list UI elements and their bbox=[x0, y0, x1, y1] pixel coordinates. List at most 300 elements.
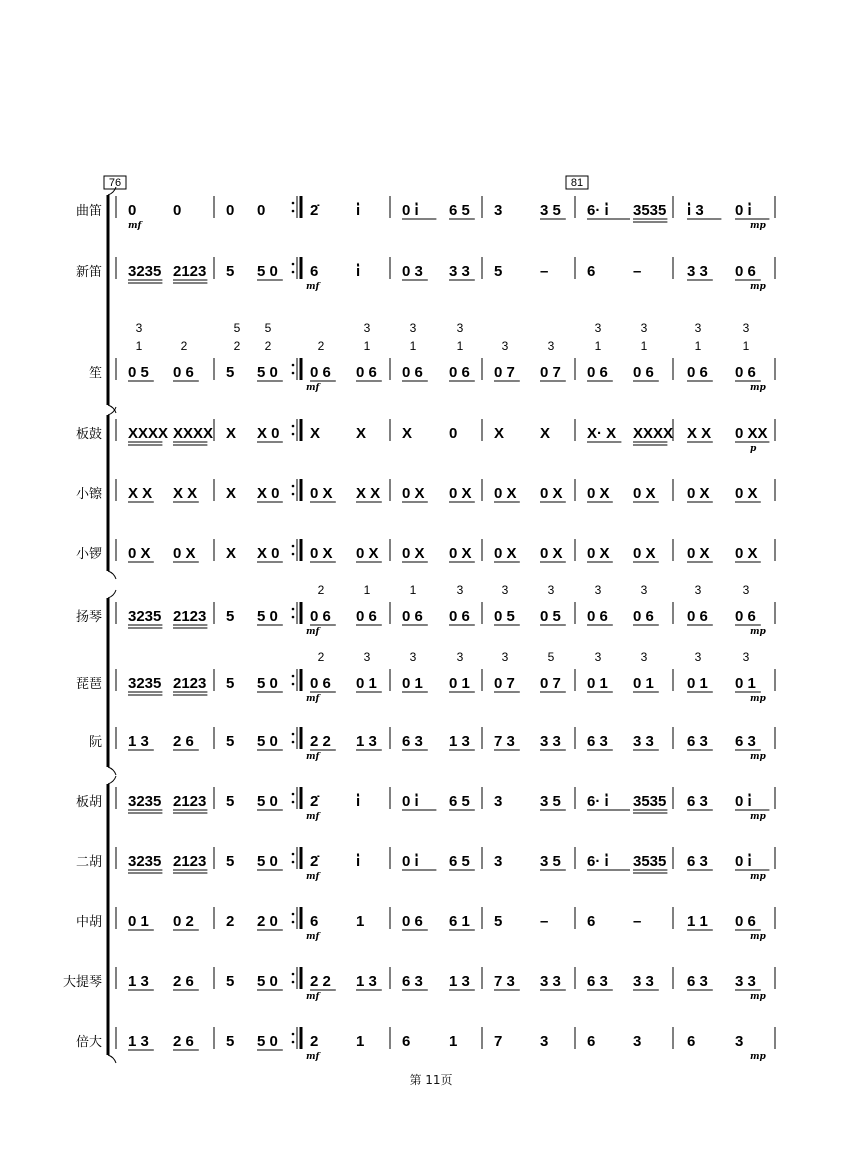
instrument-label: 琵琶 bbox=[75, 677, 102, 692]
jianpu-note: X 0 bbox=[257, 425, 280, 442]
jianpu-note: 2 2 bbox=[310, 733, 331, 750]
jianpu-note: 2123 bbox=[173, 608, 207, 625]
jianpu-note: 0 6 bbox=[735, 608, 756, 625]
jianpu-note: 3 3 bbox=[449, 263, 470, 280]
chord-note: 3 bbox=[694, 650, 702, 664]
jianpu-note: 0 6 bbox=[735, 913, 756, 930]
jianpu-note: X X bbox=[687, 425, 712, 442]
jianpu-note: 0 6 bbox=[402, 913, 423, 930]
jianpu-note: 0 X bbox=[449, 485, 472, 502]
repeat-dot bbox=[292, 372, 295, 375]
jianpu-note: 3 5 bbox=[540, 202, 561, 219]
chord-note: 3 bbox=[742, 650, 750, 664]
jianpu-note: 1 bbox=[356, 913, 365, 930]
rehearsal-mark: 81 bbox=[570, 177, 584, 189]
jianpu-note: 2 6 bbox=[173, 973, 194, 990]
jianpu-note: 0 1 bbox=[633, 675, 654, 692]
jianpu-note: 0 XX bbox=[735, 425, 768, 442]
jianpu-note: 3 3 bbox=[540, 733, 561, 750]
dynamic-mark: mf bbox=[128, 221, 142, 231]
jianpu-note: 1 bbox=[449, 1033, 458, 1050]
jianpu-note: 3 bbox=[540, 1033, 549, 1050]
instrument-label: 大提琴 bbox=[62, 975, 102, 990]
jianpu-note: 0 bbox=[226, 202, 235, 219]
dynamic-mark: mf bbox=[306, 872, 320, 882]
chord-note: 5 bbox=[264, 321, 272, 335]
jianpu-note: 0 1 bbox=[402, 675, 423, 692]
jianpu-note: 2 2 bbox=[310, 973, 331, 990]
jianpu-note: 0 X bbox=[540, 485, 563, 502]
jianpu-note: 0 1 bbox=[356, 675, 377, 692]
repeat-dot bbox=[292, 1033, 295, 1036]
jianpu-note: 0 X bbox=[494, 485, 517, 502]
jianpu-note: 2 6 bbox=[173, 733, 194, 750]
chord-note: 3 bbox=[640, 321, 648, 335]
jianpu-note: 0 6 bbox=[687, 608, 708, 625]
dynamic-mark: mp bbox=[750, 812, 766, 822]
chord-note: 1 bbox=[363, 339, 371, 353]
dynamic-mark: mp bbox=[750, 383, 766, 393]
jianpu-note: 2 bbox=[310, 1033, 319, 1050]
dynamic-mark: mp bbox=[750, 752, 766, 762]
jianpu-note: 5 0 bbox=[257, 263, 278, 280]
jianpu-note: 0 X bbox=[402, 545, 425, 562]
jianpu-note: XXXX bbox=[633, 425, 674, 442]
jianpu-note: 2123 bbox=[173, 675, 207, 692]
jianpu-note: i̇ bbox=[356, 793, 361, 810]
jianpu-note: 0 X bbox=[310, 485, 333, 502]
jianpu-note: 3 bbox=[735, 1033, 744, 1050]
jianpu-note: 3 bbox=[494, 793, 503, 810]
jianpu-note: 6 3 bbox=[687, 793, 708, 810]
chord-note: 1 bbox=[409, 339, 417, 353]
chord-note: 1 bbox=[363, 583, 371, 597]
chord-note: 3 bbox=[594, 650, 602, 664]
jianpu-note: 0 X bbox=[310, 545, 333, 562]
jianpu-note: 5 0 bbox=[257, 675, 278, 692]
jianpu-note: i̇ bbox=[356, 853, 361, 870]
repeat-dot bbox=[292, 801, 295, 804]
jianpu-note: 3235 bbox=[128, 263, 162, 280]
jianpu-note: X bbox=[310, 425, 321, 442]
instrument-label: 阮 bbox=[88, 735, 102, 750]
jianpu-note: 0 X bbox=[494, 545, 517, 562]
instrument-label: 二胡 bbox=[75, 855, 102, 870]
jianpu-note: X X bbox=[128, 485, 153, 502]
jianpu-note: 0 X bbox=[173, 545, 196, 562]
jianpu-note: 2̇ bbox=[310, 793, 319, 810]
dynamic-mark: mp bbox=[750, 282, 766, 292]
bracket-hook bbox=[108, 767, 116, 775]
chord-note: 2 bbox=[180, 339, 188, 353]
jianpu-note: 6 5 bbox=[449, 793, 470, 810]
jianpu-note: X 0 bbox=[257, 485, 280, 502]
jianpu-note: 5 0 bbox=[257, 608, 278, 625]
dynamic-mark: mf bbox=[306, 383, 320, 393]
jianpu-note: 0 X bbox=[128, 545, 151, 562]
jianpu-note: 3235 bbox=[128, 675, 162, 692]
jianpu-note: 0 3 bbox=[402, 263, 423, 280]
repeat-dot bbox=[292, 553, 295, 556]
jianpu-note: 3535 bbox=[633, 202, 667, 219]
dynamic-mark: mf bbox=[306, 992, 320, 1002]
jianpu-note: 6 5 bbox=[449, 202, 470, 219]
jianpu-note: 7 bbox=[494, 1033, 503, 1050]
repeat-dot bbox=[292, 271, 295, 274]
chord-note: 3 bbox=[501, 650, 509, 664]
jianpu-note: 0 X bbox=[633, 485, 656, 502]
jianpu-note: 0 i̇ bbox=[735, 853, 752, 870]
jianpu-note: 5 bbox=[226, 733, 235, 750]
repeat-dot bbox=[292, 793, 295, 796]
jianpu-note: 6 3 bbox=[735, 733, 756, 750]
jianpu-note: 5 0 bbox=[257, 733, 278, 750]
jianpu-note: 3 5 bbox=[540, 853, 561, 870]
jianpu-note: X bbox=[226, 485, 237, 502]
chord-note: 2 bbox=[264, 339, 272, 353]
dynamic-mark: mp bbox=[750, 872, 766, 882]
jianpu-note: 1 3 bbox=[356, 733, 377, 750]
jianpu-note: 0 7 bbox=[494, 364, 515, 381]
dynamic-mark: mp bbox=[750, 627, 766, 637]
jianpu-note: 6 bbox=[310, 913, 319, 930]
jianpu-note: 0 5 bbox=[494, 608, 515, 625]
chord-note: 5 bbox=[233, 321, 241, 335]
chord-note: 3 bbox=[640, 650, 648, 664]
chord-note: 2 bbox=[317, 339, 325, 353]
jianpu-note: 0 X bbox=[449, 545, 472, 562]
jianpu-note: 6 1 bbox=[449, 913, 470, 930]
chord-note: 1 bbox=[456, 339, 464, 353]
chord-note: 3 bbox=[456, 583, 464, 597]
jianpu-note: 1 bbox=[356, 1033, 365, 1050]
jianpu-note: 3 3 bbox=[735, 973, 756, 990]
jianpu-note: 0 i̇ bbox=[402, 793, 419, 810]
repeat-dot bbox=[292, 861, 295, 864]
jianpu-note: 3 3 bbox=[633, 733, 654, 750]
chord-note: 3 bbox=[547, 583, 555, 597]
chord-note: 1 bbox=[694, 339, 702, 353]
chord-note: 3 bbox=[409, 650, 417, 664]
chord-note: 3 bbox=[363, 321, 371, 335]
jianpu-note: X X bbox=[173, 485, 198, 502]
bracket-hook bbox=[108, 1055, 116, 1063]
jianpu-note: 0 i̇ bbox=[402, 853, 419, 870]
jianpu-note: 2123 bbox=[173, 793, 207, 810]
jianpu-note: 0 6 bbox=[402, 364, 423, 381]
jianpu-note: 3 bbox=[633, 1033, 642, 1050]
jianpu-note: 3235 bbox=[128, 853, 162, 870]
instrument-label: 扬琴 bbox=[75, 610, 102, 625]
jianpu-note: 6 bbox=[310, 263, 319, 280]
jianpu-note: 0 6 bbox=[310, 675, 331, 692]
dynamic-mark: mf bbox=[306, 627, 320, 637]
jianpu-note: 6 3 bbox=[687, 853, 708, 870]
jianpu-note: X 0 bbox=[257, 545, 280, 562]
jianpu-note: 0 6 bbox=[633, 608, 654, 625]
jianpu-note: 1 3 bbox=[449, 733, 470, 750]
jianpu-note: – bbox=[633, 263, 642, 280]
jianpu-note: 0 X bbox=[735, 545, 758, 562]
dynamic-mark: mp bbox=[750, 221, 766, 231]
jianpu-note: 3235 bbox=[128, 793, 162, 810]
jianpu-note: 3 3 bbox=[633, 973, 654, 990]
jianpu-note: 1 3 bbox=[128, 1033, 149, 1050]
repeat-dot bbox=[292, 973, 295, 976]
jianpu-note: X· X bbox=[587, 425, 617, 442]
jianpu-note: 0 6 bbox=[587, 364, 608, 381]
jianpu-note: 1 3 bbox=[128, 733, 149, 750]
chord-note: 1 bbox=[409, 583, 417, 597]
jianpu-note: 0 i̇ bbox=[735, 202, 752, 219]
jianpu-note: 0 7 bbox=[540, 675, 561, 692]
jianpu-note: 7 3 bbox=[494, 733, 515, 750]
chord-note: 3 bbox=[135, 321, 143, 335]
instrument-label: 笙 bbox=[88, 366, 102, 381]
dynamic-mark: mf bbox=[306, 282, 320, 292]
jianpu-note: 0 i̇ bbox=[402, 202, 419, 219]
chord-note: 3 bbox=[501, 339, 509, 353]
jianpu-note: 0 bbox=[257, 202, 266, 219]
jianpu-note: 0 6 bbox=[735, 364, 756, 381]
jianpu-note: 0 1 bbox=[449, 675, 470, 692]
jianpu-note: 0 1 bbox=[587, 675, 608, 692]
jianpu-note: 6· i̇ bbox=[587, 202, 609, 219]
jianpu-note: 1 3 bbox=[356, 973, 377, 990]
dynamic-mark: mf bbox=[306, 932, 320, 942]
repeat-dot bbox=[292, 683, 295, 686]
jianpu-note: i̇ 3 bbox=[687, 202, 704, 219]
chord-note: 3 bbox=[409, 321, 417, 335]
jianpu-note: 3 3 bbox=[687, 263, 708, 280]
jianpu-note: 2̇ bbox=[310, 202, 319, 219]
jianpu-note: 6 bbox=[587, 263, 596, 280]
repeat-dot bbox=[292, 433, 295, 436]
instrument-label: 新笛 bbox=[75, 265, 102, 280]
repeat-dot bbox=[292, 616, 295, 619]
jianpu-note: 0 X bbox=[402, 485, 425, 502]
chord-note: 3 bbox=[363, 650, 371, 664]
jianpu-note: 5 bbox=[494, 263, 503, 280]
chord-note: 2 bbox=[233, 339, 241, 353]
chord-note: 5 bbox=[547, 650, 555, 664]
chord-note: 3 bbox=[456, 650, 464, 664]
jianpu-note: 5 bbox=[226, 675, 235, 692]
jianpu-note: X bbox=[226, 425, 237, 442]
jianpu-note: i̇ bbox=[356, 202, 361, 219]
chord-note: 2 bbox=[317, 583, 325, 597]
jianpu-note: 5 0 bbox=[257, 973, 278, 990]
jianpu-note: X bbox=[494, 425, 505, 442]
jianpu-note: 3535 bbox=[633, 793, 667, 810]
jianpu-note: 0 i̇ bbox=[735, 793, 752, 810]
jianpu-note: 3 bbox=[494, 202, 503, 219]
jianpu-note: 6 bbox=[687, 1033, 696, 1050]
jianpu-note: 5 bbox=[226, 853, 235, 870]
jianpu-note: 5 bbox=[226, 263, 235, 280]
dynamic-mark: mp bbox=[750, 1052, 766, 1062]
page-number: 第 11页 bbox=[409, 1073, 453, 1087]
jianpu-note: 3 5 bbox=[540, 793, 561, 810]
jianpu-note: 2123 bbox=[173, 263, 207, 280]
jianpu-note: 6 5 bbox=[449, 853, 470, 870]
jianpu-note: 0 X bbox=[687, 545, 710, 562]
chord-note: 3 bbox=[640, 583, 648, 597]
jianpu-note: 0 6 bbox=[310, 364, 331, 381]
jianpu-note: 0 2 bbox=[173, 913, 194, 930]
jianpu-note: 5 0 bbox=[257, 1033, 278, 1050]
rehearsal-mark: 76 bbox=[108, 177, 122, 189]
jianpu-note: X X bbox=[356, 485, 381, 502]
repeat-dot bbox=[292, 364, 295, 367]
instrument-label: 小镲 bbox=[75, 487, 102, 502]
repeat-dot bbox=[292, 485, 295, 488]
jianpu-note: – bbox=[540, 913, 549, 930]
jianpu-note: 6 3 bbox=[402, 973, 423, 990]
jianpu-note: 6 bbox=[402, 1033, 411, 1050]
jianpu-note: 0 X bbox=[687, 485, 710, 502]
repeat-dot bbox=[292, 1041, 295, 1044]
jianpu-note: 3235 bbox=[128, 608, 162, 625]
jianpu-note: 0 X bbox=[587, 485, 610, 502]
repeat-dot bbox=[292, 210, 295, 213]
jianpu-note: 0 X bbox=[587, 545, 610, 562]
jianpu-note: 3 bbox=[494, 853, 503, 870]
chord-note: 3 bbox=[594, 583, 602, 597]
jianpu-note: X bbox=[226, 545, 237, 562]
jianpu-note: 6 3 bbox=[587, 973, 608, 990]
repeat-dot bbox=[292, 741, 295, 744]
instrument-label: 小锣 bbox=[75, 547, 102, 562]
chord-note: 2 bbox=[317, 650, 325, 664]
jianpu-note: 0 7 bbox=[494, 675, 515, 692]
repeat-dot bbox=[292, 921, 295, 924]
jianpu-note: – bbox=[633, 913, 642, 930]
jianpu-note: 0 1 bbox=[687, 675, 708, 692]
chord-note: 3 bbox=[694, 321, 702, 335]
jianpu-note: 6· i̇ bbox=[587, 853, 609, 870]
instrument-label: 板胡 bbox=[75, 795, 102, 810]
jianpu-note: i̇ bbox=[356, 263, 361, 280]
jianpu-note: X bbox=[540, 425, 551, 442]
dynamic-mark: mp bbox=[750, 694, 766, 704]
jianpu-note: 1 3 bbox=[449, 973, 470, 990]
repeat-dot bbox=[292, 913, 295, 916]
chord-note: 3 bbox=[742, 321, 750, 335]
repeat-dot bbox=[292, 263, 295, 266]
jianpu-note: 6 3 bbox=[587, 733, 608, 750]
dynamic-mark: mf bbox=[306, 1052, 320, 1062]
dynamic-mark: mf bbox=[306, 752, 320, 762]
jianpu-note: 0 X bbox=[633, 545, 656, 562]
jianpu-note: 3535 bbox=[633, 853, 667, 870]
jianpu-note: 0 1 bbox=[128, 913, 149, 930]
jianpu-note: 5 bbox=[226, 1033, 235, 1050]
jianpu-note: 2 0 bbox=[257, 913, 278, 930]
repeat-dot bbox=[292, 675, 295, 678]
repeat-dot bbox=[292, 493, 295, 496]
dynamic-mark: mf bbox=[306, 694, 320, 704]
repeat-dot bbox=[292, 425, 295, 428]
jianpu-note: 6· i̇ bbox=[587, 793, 609, 810]
jianpu-note: 6 bbox=[587, 913, 596, 930]
jianpu-note: 0 7 bbox=[540, 364, 561, 381]
dynamic-mark: mp bbox=[750, 992, 766, 1002]
repeat-dot bbox=[292, 981, 295, 984]
chord-note: 3 bbox=[694, 583, 702, 597]
chord-note: 3 bbox=[742, 583, 750, 597]
dynamic-mark: mp bbox=[750, 932, 766, 942]
jianpu-note: 5 bbox=[494, 913, 503, 930]
bracket-hook bbox=[108, 776, 116, 784]
chord-note: 1 bbox=[594, 339, 602, 353]
jianpu-note: 7 3 bbox=[494, 973, 515, 990]
jianpu-note: 6 3 bbox=[687, 973, 708, 990]
jianpu-note: 5 bbox=[226, 364, 235, 381]
jianpu-note: 0 bbox=[173, 202, 182, 219]
jianpu-note: 5 bbox=[226, 973, 235, 990]
jianpu-note: 5 0 bbox=[257, 364, 278, 381]
instrument-label: 曲笛 bbox=[75, 204, 102, 219]
jianpu-note: 2123 bbox=[173, 853, 207, 870]
jianpu-note: 0 6 bbox=[587, 608, 608, 625]
jianpu-note: 0 6 bbox=[449, 608, 470, 625]
jianpu-note: 6 3 bbox=[402, 733, 423, 750]
jianpu-note: 0 6 bbox=[633, 364, 654, 381]
chord-note: 3 bbox=[501, 583, 509, 597]
jianpu-note: 0 X bbox=[540, 545, 563, 562]
instrument-label: 中胡 bbox=[75, 915, 102, 930]
repeat-dot bbox=[292, 853, 295, 856]
repeat-dot bbox=[292, 608, 295, 611]
jianpu-note: – bbox=[540, 263, 549, 280]
bracket-hook bbox=[108, 590, 116, 598]
jianpu-note: 0 6 bbox=[402, 608, 423, 625]
instrument-label: 倍大 bbox=[75, 1035, 102, 1050]
jianpu-note: 2̇ bbox=[310, 853, 319, 870]
chord-note: 1 bbox=[135, 339, 143, 353]
jianpu-note: 0 6 bbox=[735, 263, 756, 280]
jianpu-note: 2 bbox=[226, 913, 235, 930]
bracket-hook bbox=[108, 571, 116, 579]
chord-note: 3 bbox=[547, 339, 555, 353]
jianpu-note: 5 bbox=[226, 793, 235, 810]
jianpu-note: 6 3 bbox=[687, 733, 708, 750]
repeat-dot bbox=[292, 202, 295, 205]
jianpu-note: 0 bbox=[449, 425, 458, 442]
jianpu-note: 5 bbox=[226, 608, 235, 625]
repeat-dot bbox=[292, 733, 295, 736]
jianpu-note: 0 6 bbox=[687, 364, 708, 381]
jianpu-note: 0 6 bbox=[356, 608, 377, 625]
chord-note: 3 bbox=[456, 321, 464, 335]
jianpu-note: 0 X bbox=[735, 485, 758, 502]
jianpu-note: 0 6 bbox=[173, 364, 194, 381]
jianpu-note: 1 1 bbox=[687, 913, 708, 930]
jianpu-note: 0 5 bbox=[128, 364, 149, 381]
dynamic-mark: p bbox=[750, 444, 757, 454]
chord-note: 1 bbox=[742, 339, 750, 353]
jianpu-note: 6 bbox=[587, 1033, 596, 1050]
dynamic-mark: mf bbox=[306, 812, 320, 822]
jianpu-note: 0 6 bbox=[356, 364, 377, 381]
jianpu-note: 0 X bbox=[356, 545, 379, 562]
chord-note: 1 bbox=[640, 339, 648, 353]
jianpu-note: 0 6 bbox=[310, 608, 331, 625]
jianpu-note: 3 3 bbox=[540, 973, 561, 990]
repeat-dot bbox=[292, 545, 295, 548]
jianpu-note: 5 0 bbox=[257, 853, 278, 870]
